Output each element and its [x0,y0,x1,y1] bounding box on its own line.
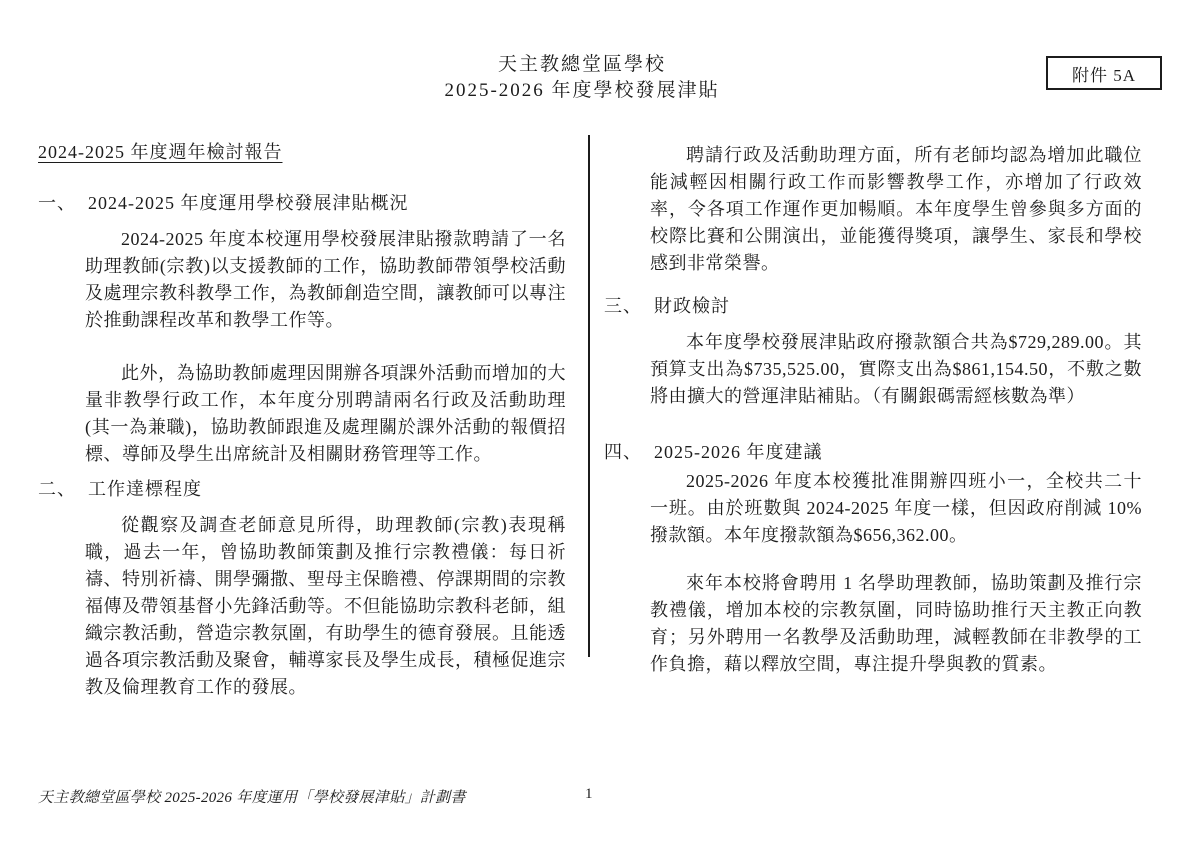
page-number: 1 [585,786,593,802]
section-number: 二、 [38,479,76,499]
attachment-label: 附件 5A [1071,65,1137,85]
section-number: 三、 [604,296,642,316]
section-title: 2024-2025 年度運用學校發展津貼概況 [88,193,409,213]
footer-text: 天主教總堂區學校 2025-2026 年度運用「學校發展津貼」計劃書 [38,790,466,806]
section-title: 2025-2026 年度建議 [654,442,823,462]
section-number: 四、 [604,442,642,462]
section-number: 一、 [38,193,76,213]
document-subtitle: 2025-2026 年度學校發展津貼 [444,80,720,101]
section-title: 工作達標程度 [88,479,202,499]
paragraph: 本年度學校發展津貼政府撥款額合共為$729,289.00。其預算支出為$735,525.00，實際支出為$861,154.50，不敷之數將由擴大的營運津貼補貼。（有關銀碼需經核數為準） [650,332,1142,406]
paragraph: 從觀察及調查老師意見所得，助理教師(宗教)表現稱職，過去一年，曾協助教師策劃及推行宗教禮儀：每日祈禱、特別祈禱、開學彌撒、聖母主保瞻禮、停課期間的宗教福傳及帶領基督小先鋒活動等。不但能協助宗教科老師，組織宗教活動，營造宗教氛圍，有助學生的德育發展。且能透過各項宗教活動及聚會，輔導家長及學生成長，積極促進宗教及倫理教育工作的發展。 [85,515,566,697]
document-title [0,52,1164,104]
section-4-heading [604,439,1142,466]
attachment-box [1046,56,1162,90]
section-3-heading [604,293,1142,320]
paragraph: 2024-2025 年度本校運用學校發展津貼撥款聘請了一名助理教師(宗教)以支援教師的工作，協助教師帶領學校活動及處理宗教科教學工作，為教師創造空間，讓教師可以專注於推動課程改革和教學工作等。 [85,229,566,330]
paragraph: 聘請行政及活動助理方面，所有老師均認為增加此職位能減輕因相關行政工作而影響教學工作，亦增加了行政效率，令各項工作運作更加暢順。本年度學生曾參與多方面的校際比賽和公開演出，並能獲得獎項，讓學生、家長和學校感到非常榮譽。 [650,145,1142,273]
paragraph: 此外，為協助教師處理因開辦各項課外活動而增加的大量非教學行政工作，本年度分別聘請兩名行政及活動助理(其一為兼職)，協助教師跟進及處理關於課外活動的報價招標、導師及學生出席統計及相關財務管理等工作。 [85,363,566,464]
school-name: 天主教總堂區學校 [497,54,666,75]
paragraph: 2025-2026 年度本校獲批准開辦四班小一，全校共二十一班。由於班數與 2024-2025 年度一樣，但因政府削減 10%撥款額。本年度撥款額為$656,362.00。 [650,471,1142,545]
right-column [604,142,1142,678]
left-column [38,190,566,701]
section-title: 財政檢討 [654,296,730,316]
section-1-heading [38,190,566,217]
column-divider [588,135,590,657]
paragraph: 來年本校將會聘用 1 名學助理教師，協助策劃及推行宗教禮儀，增加本校的宗教氛圍，同時協助推行天主教正向教育；另外聘用一名教學及活動助理，減輕教師在非教學的工作負擔，藉以釋放空間，專注提升學與教的質素。 [650,573,1142,674]
report-heading: 2024-2025 年度週年檢討報告 [38,142,283,162]
section-2-heading [38,476,566,503]
